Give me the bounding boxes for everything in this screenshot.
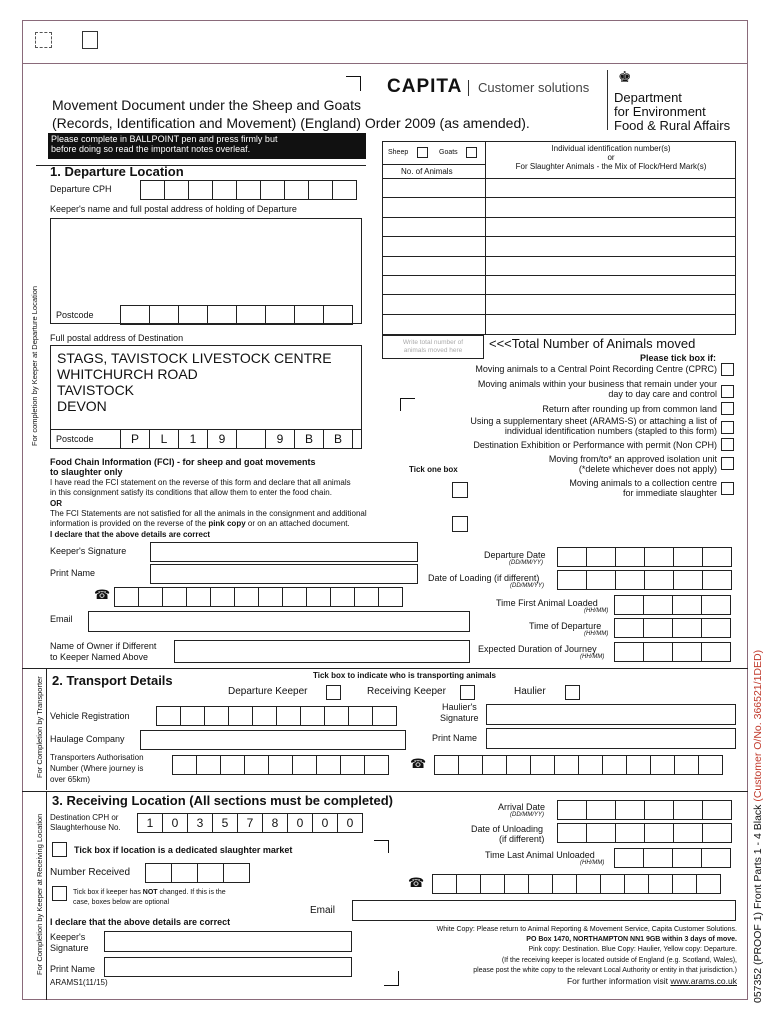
receiving-cph-digit: 0: [337, 813, 363, 833]
receiving-cph-digit: 1: [137, 813, 163, 833]
transport-phone-boxes[interactable]: [434, 755, 722, 775]
haulage-company-field[interactable]: [140, 730, 406, 750]
corner-bracket-icon: [346, 76, 361, 91]
isolation-checkbox[interactable]: [721, 457, 734, 470]
receiving-print-name-field[interactable]: [104, 957, 352, 977]
table-row[interactable]: [383, 314, 735, 315]
receiving-declare: I declare that the above details are correct: [50, 917, 231, 927]
logo-divider: [468, 80, 469, 96]
capita-subtitle: Customer solutions: [478, 80, 590, 95]
departure-time-format: (HH/MM): [584, 631, 609, 637]
tick-option-text: Using a supplementary sheet (ARAMS-S) or attaching a list of: [470, 416, 717, 426]
total-animals-label: <<<Total Number of Animals moved: [489, 336, 696, 351]
receiving-email-field[interactable]: [352, 900, 736, 921]
departure-side-label: For completion by Keeper at Departure Location: [30, 285, 39, 446]
first-loaded-format: (HH/MM): [584, 608, 609, 614]
transport-heading: 2. Transport Details: [52, 673, 173, 688]
haulier-print-name-label: Print Name: [432, 733, 478, 743]
receiving-cph-digit: 3: [187, 813, 213, 833]
footer-line5: please post the white copy to the relevant Local Authority or entity in that jurisdiction.): [473, 966, 737, 974]
departure-heading: 1. Departure Location: [50, 164, 184, 179]
customer-ref: (Customer O/No. 366521/1DED): [752, 649, 764, 802]
fci-or: OR: [50, 499, 62, 508]
receiving-cph-line2: Slaughterhouse No.: [50, 823, 121, 832]
haulier-checkbox[interactable]: [565, 685, 580, 700]
receiving-cph-digit: 7: [237, 813, 263, 833]
doc-title-line2: (Records, Identification and Movement) (England) Order 2009 (as amended).: [52, 115, 530, 131]
footer-line1: White Copy: Please return to Animal Reporting & Movement Service, Capita Customer Solutions.: [436, 926, 737, 933]
business-checkbox[interactable]: [721, 385, 734, 398]
goats-checkbox[interactable]: [466, 147, 477, 158]
footer-line3: Pink copy: Destination. Blue Copy: Haulier, Yellow copy: Departure.: [528, 946, 737, 954]
defra-line2: for Environment: [614, 104, 706, 119]
unloading-date-boxes[interactable]: [557, 823, 731, 843]
owner-label-line2: to Keeper Named Above: [50, 652, 149, 662]
keeper-unchanged-text: changed. If this is the: [157, 889, 226, 896]
fci-not-satisfied-checkbox[interactable]: [452, 516, 468, 532]
receiving-signature-field[interactable]: [104, 931, 352, 952]
corner-bracket-icon: [374, 840, 389, 853]
receiving-email-label: Email: [310, 905, 336, 916]
dest-postcode-char: 9: [265, 429, 295, 449]
receiving-print-name-label: Print Name: [50, 964, 96, 974]
fci-stmt2-text: or on an attached document.: [245, 519, 350, 528]
dest-line-3: TAVISTOCK: [57, 382, 135, 398]
id-header: [486, 144, 736, 171]
keeper-phone-boxes[interactable]: [114, 587, 402, 607]
receiving-cph-boxes[interactable]: [137, 813, 362, 833]
receiving-cph-digit: 0: [287, 813, 313, 833]
table-row[interactable]: [383, 197, 735, 198]
keeper-unchanged-checkbox[interactable]: [52, 886, 67, 901]
dest-postcode-char: P: [120, 429, 150, 449]
receiving-keeper-label: Receiving Keeper: [367, 686, 446, 697]
haulier-label: Haulier: [514, 686, 546, 697]
transport-side-label: For Completion by Transporter: [35, 676, 44, 778]
footer-line4: (If the receiving keeper is located outside of England (e.g. Scotland, Wales),: [501, 956, 737, 964]
vehicle-reg-label: Vehicle Registration: [50, 711, 130, 721]
phone-icon: ☎: [408, 875, 425, 890]
total-hint-line2: animals moved here: [403, 347, 463, 354]
fci-stmt1-line1: I have read the FCI statement on the reverse of this form and declare that all animals: [50, 478, 351, 487]
tick-option-text: individual identification numbers (stapled to this form): [504, 426, 717, 436]
departure-keeper-checkbox[interactable]: [326, 685, 341, 700]
top-strip-divider: [22, 63, 748, 64]
proof-text: 057352 (PROOF 1) Front Parts 1 - 4 Black: [752, 804, 764, 1003]
page-mark-icon: [82, 31, 98, 49]
sheep-checkbox[interactable]: [417, 147, 428, 158]
fci-pink-copy: pink copy: [208, 519, 246, 528]
arrival-date-format: (DD/MM/YY): [510, 812, 544, 818]
receiving-cph-digit: 0: [162, 813, 188, 833]
tick-option-collection: [400, 478, 717, 498]
slaughter-market-checkbox[interactable]: [52, 842, 67, 857]
keeper-signature-field[interactable]: [150, 542, 418, 562]
receiving-cph-digit: 5: [212, 813, 238, 833]
defra-line3: Food & Rural Affairs: [614, 118, 731, 133]
section3-rule: [22, 791, 748, 792]
cprc-checkbox[interactable]: [721, 363, 734, 376]
departure-date-label: Departure Date: [484, 550, 546, 560]
common-land-checkbox[interactable]: [721, 402, 734, 415]
tick-option-business: [400, 379, 717, 399]
id-header-line1: Individual identification number(s): [551, 144, 671, 153]
tick-option-common: [400, 404, 717, 414]
no-animals-label: No. of Animals: [401, 167, 453, 176]
total-animals-field[interactable]: [382, 335, 484, 359]
defra-divider: [607, 70, 608, 130]
keeper-unchanged-not: NOT: [142, 889, 158, 896]
table-row[interactable]: [383, 256, 735, 257]
dest-postcode-label: Postcode: [56, 434, 94, 444]
section3-side-rule: [46, 791, 47, 1000]
haulier-signature-field[interactable]: [486, 704, 736, 725]
goats-label: Goats: [439, 149, 458, 156]
keeper-signature-label: Keeper's Signature: [50, 546, 127, 556]
unloading-date-line2: (if different): [499, 834, 545, 844]
keeper-unchanged-text: Tick box if keeper has: [73, 889, 143, 896]
fci-heading-line1: Food Chain Information (FCI) - for sheep and goat movements: [50, 457, 316, 467]
journey-format: (HH/MM): [580, 654, 605, 660]
fci-stmt2-line1: The FCI Statements are not satisfied for all the animals in the consignment and additional: [50, 509, 367, 518]
loading-date-label: Date of Loading (if different): [428, 573, 540, 583]
animal-id-table: [382, 141, 736, 335]
keeper-unchanged-line2: case, boxes below are optional: [73, 899, 170, 906]
unloading-date-line1: Date of Unloading: [471, 824, 544, 834]
tick-option-text: Moving animals to a Central Point Recording Centre (CPRC): [475, 364, 717, 374]
first-loaded-label: Time First Animal Loaded: [496, 598, 598, 608]
print-name-field[interactable]: [150, 564, 418, 584]
dest-postcode-char: B: [323, 429, 353, 449]
tick-option-text: (*delete whichever does not apply): [578, 464, 717, 474]
dest-postcode-char: 1: [178, 429, 208, 449]
arams-website-link[interactable]: www.arams.co.uk: [670, 976, 737, 987]
email-field[interactable]: [88, 611, 470, 632]
auth-label-line3: over 65km): [50, 775, 91, 784]
fci-declare: I declare that the above details are correct: [50, 530, 211, 539]
dest-postcode-boxes[interactable]: [120, 429, 352, 449]
receiving-side-label: For Completion by Keeper at Receiving Location: [35, 813, 44, 975]
auth-label-line2: Number (Where journey is: [50, 764, 144, 773]
haulage-company-label: Haulage Company: [50, 734, 125, 744]
tick-options-heading: Please tick box if:: [640, 353, 717, 363]
sheep-label: Sheep: [388, 149, 409, 156]
vehicle-reg-boxes[interactable]: [156, 706, 396, 726]
table-row[interactable]: [383, 178, 735, 179]
last-unloaded-label: Time Last Animal Unloaded: [485, 850, 595, 860]
tick-option-text: for immediate slaughter: [622, 488, 717, 498]
footer-line2: PO Box 1470, NORTHAMPTON NN1 9GB within 3 days of move.: [526, 936, 737, 944]
table-row[interactable]: [383, 294, 735, 295]
tick-one-label: Tick one box: [409, 465, 458, 474]
id-header-line3: For Slaughter Animals - the Mix of Flock/Herd Mark(s): [515, 162, 707, 171]
total-hint-line1: Write total number of: [402, 339, 464, 346]
fci-satisfied-checkbox[interactable]: [452, 482, 468, 498]
receiving-keeper-checkbox[interactable]: [460, 685, 475, 700]
footer-info-text: For further information visit: [566, 976, 671, 987]
section2-rule: [22, 668, 748, 669]
departure-cph-label: Departure CPH: [50, 184, 112, 194]
crest-icon: ♚: [618, 69, 632, 86]
dest-line-1: STAGS, TAVISTOCK LIVESTOCK CENTRE: [57, 350, 332, 366]
receiving-sig-line2: Signature: [50, 943, 89, 953]
haulier-sig-line1: Haulier's: [442, 702, 477, 712]
dest-postcode-char: L: [149, 429, 179, 449]
departure-time-boxes[interactable]: [614, 618, 730, 638]
dest-line-4: DEVON: [57, 398, 107, 414]
table-row[interactable]: [383, 217, 735, 218]
table-row[interactable]: [383, 275, 735, 276]
owner-label-line1: Name of Owner if Different: [50, 641, 157, 651]
exhibition-checkbox[interactable]: [721, 438, 734, 451]
arrival-date-label: Arrival Date: [498, 802, 546, 812]
fci-heading-line2: to slaughter only: [50, 467, 123, 477]
receiving-cph-digit: 8: [262, 813, 288, 833]
journey-boxes[interactable]: [614, 642, 730, 662]
departure-time-label: Time of Departure: [529, 621, 602, 631]
tick-option-exhibition: [400, 440, 717, 450]
tick-option-supplementary: [400, 416, 717, 436]
receiving-sig-line1: Keeper's: [50, 932, 86, 942]
receiving-heading: 3. Receiving Location (All sections must be completed): [52, 793, 393, 808]
transport-tick-header: Tick box to indicate who is transporting animals: [313, 671, 496, 680]
dest-postcode-char: [236, 429, 266, 449]
id-header-line2: or: [607, 153, 615, 162]
tick-option-text: Return after rounding up from common land: [542, 404, 717, 414]
section2-side-rule: [46, 668, 47, 790]
receiving-phone-boxes[interactable]: [432, 874, 720, 894]
departure-date-format: (DD/MM/YY): [509, 560, 543, 566]
instruction-banner: [48, 133, 366, 159]
arrival-date-boxes[interactable]: [557, 800, 731, 820]
dest-line-2: WHITCHURCH ROAD: [57, 366, 198, 382]
corner-mark-icon: [35, 32, 52, 48]
email-label: Email: [50, 614, 73, 624]
footer-notes: [352, 925, 737, 986]
dest-postcode-char: 9: [207, 429, 237, 449]
phone-icon: ☎: [94, 587, 111, 602]
owner-field[interactable]: [174, 640, 470, 663]
loading-date-boxes[interactable]: [557, 570, 731, 590]
number-received-boxes[interactable]: [145, 863, 249, 883]
fci-stmt2-line2: [50, 519, 350, 528]
footer-line6: [352, 976, 737, 986]
defra-line1: Department: [614, 90, 682, 105]
table-row[interactable]: [383, 236, 735, 237]
keeper-address-label: Keeper's name and full postal address of holding of Departure: [50, 204, 297, 214]
instruction-line1: Please complete in BALLPOINT pen and press firmly but: [51, 134, 278, 144]
number-received-label: Number Received: [50, 867, 131, 878]
dest-address-label: Full postal address of Destination: [50, 333, 184, 343]
proof-label: [752, 650, 764, 1003]
tick-option-cprc: [400, 364, 717, 374]
phone-icon: ☎: [410, 756, 427, 771]
first-loaded-boxes[interactable]: [614, 595, 730, 615]
loading-date-format: (DD/MM/YY): [510, 583, 544, 589]
departure-keeper-label: Departure Keeper: [228, 686, 308, 697]
form-code: ARAMS1(11/15): [50, 978, 108, 987]
tick-option-text: Moving animals within your business that remain under your: [477, 379, 717, 389]
receiving-cph-line1: Destination CPH or: [50, 813, 119, 822]
fci-stmt2-text: information is provided on the reverse of the: [50, 519, 209, 528]
tick-option-text: Moving animals to a collection centre: [569, 478, 717, 488]
tick-option-text: day to day care and control: [608, 389, 717, 399]
postcode-label: Postcode: [56, 310, 94, 320]
receiving-cph-digit: 0: [312, 813, 338, 833]
last-unloaded-boxes[interactable]: [614, 848, 730, 868]
last-unloaded-format: (HH/MM): [580, 860, 605, 866]
journey-label: Expected Duration of Journey: [478, 644, 597, 654]
instruction-line2: before doing so read the important notes overleaf.: [51, 144, 251, 154]
tick-option-text: Destination Exhibition or Performance with permit (Non CPH): [473, 440, 717, 450]
slaughter-market-label: Tick box if location is a dedicated slaughter market: [74, 845, 293, 855]
keeper-unchanged-line1: [73, 889, 226, 896]
auth-number-boxes[interactable]: [172, 755, 388, 775]
dest-postcode-char: B: [294, 429, 324, 449]
auth-label-line1: Transporters Authorisation: [50, 753, 144, 762]
keeper-postcode-boxes[interactable]: [120, 305, 352, 325]
capita-logo: CAPITA: [387, 76, 463, 97]
tick-option-text: Moving from/to* an approved isolation unit: [548, 454, 717, 464]
supplementary-checkbox[interactable]: [721, 421, 734, 434]
fci-stmt1-line2: in this consignment satisfy its conditions that allow them to enter the food chain.: [50, 488, 332, 497]
print-name-label: Print Name: [50, 568, 96, 578]
doc-title-line1: Movement Document under the Sheep and Goats: [52, 97, 361, 113]
haulier-print-name-field[interactable]: [486, 728, 736, 749]
collection-checkbox[interactable]: [721, 482, 734, 495]
departure-date-boxes[interactable]: [557, 547, 731, 567]
haulier-sig-line2: Signature: [440, 713, 479, 723]
table-header-divider: [383, 164, 485, 165]
departure-cph-boxes[interactable]: [140, 180, 356, 200]
